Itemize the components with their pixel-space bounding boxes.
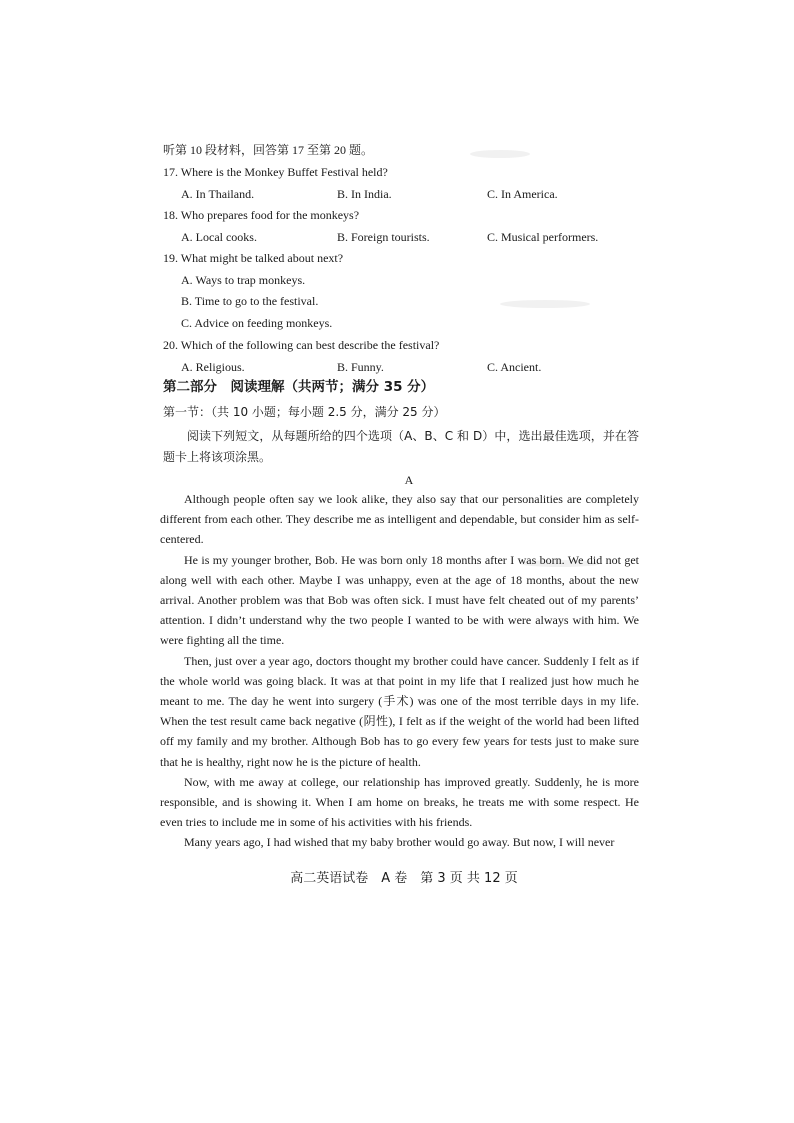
passage-paragraph: He is my younger brother, Bob. He was born only 18 months after I was born. We did not get along well with each other. Maybe I was unhappy, even at the age of 18 months, about the new arrival. Another problem was that Bob was often sick. I must have felt cheated out of my parents’ attention. I didn’t understand why the two people I wanted to be with were always with him. We were fighting all the time. <box>160 552 639 648</box>
scan-smudge <box>500 300 590 308</box>
question-20: 20. Which of the following can best describe the festival? <box>163 338 440 352</box>
scan-smudge <box>470 150 530 158</box>
q20-option-a: A. Religious. <box>181 360 245 374</box>
passage-paragraph: Although people often say we look alike, they also say that our personalities are completely different from each other. They describe me as intelligent and dependable, but consider him as self-centered. <box>160 492 639 547</box>
page-footer: 高二英语试卷 A 卷 第 3 页 共 12 页 <box>290 871 518 886</box>
q17-option-b: B. In India. <box>337 187 392 201</box>
passage-paragraph: Now, with me away at college, our relationship has improved greatly. Suddenly, he is more responsible, and is showing it. When I am home on breaks, he treats me with some respect. He even tries to include me in some of his activities with his friends. <box>160 774 639 830</box>
q19-option-b: B. Time to go to the festival. <box>181 294 319 308</box>
q17-option-c: C. In America. <box>487 187 558 201</box>
passage-paragraph: Then, just over a year ago, doctors thought my brother could have cancer. Suddenly I felt as if the whole world was going black. It was at that point in my life that I realized just how much he meant to me. The day he went into surgery (手术) was one of the most terrible days in my life. When the test result came back negative (阴性), I felt as if the weight of the world had been lifted off my family and my brother. Although Bob has to go every few years for tests just to make sure that he is healthy, right now he is the picture of health. <box>160 653 639 769</box>
reading-instructions: 阅读下列短文，从每题所给的四个选项（A、B、C 和 D）中，选出最佳选项，并在答题卡上将该项涂黑。 <box>163 429 639 464</box>
q20-option-b: B. Funny. <box>337 360 384 374</box>
question-19: 19. What might be talked about next? <box>163 251 344 265</box>
listening-intro: 听第 10 段材料，回答第 17 至第 20 题。 <box>163 143 374 157</box>
q19-option-c: C. Advice on feeding monkeys. <box>181 316 333 330</box>
q18-option-c: C. Musical performers. <box>487 230 599 244</box>
q18-option-b: B. Foreign tourists. <box>337 230 430 244</box>
passage-paragraph: Many years ago, I had wished that my baby brother would go away. But now, I will never <box>184 835 615 850</box>
section-subtitle: 第一节：（共 10 小题；每小题 2.5 分，满分 25 分） <box>163 405 446 419</box>
question-18: 18. Who prepares food for the monkeys? <box>163 208 360 222</box>
question-17: 17. Where is the Monkey Buffet Festival held? <box>163 165 388 179</box>
q17-option-a: A. In Thailand. <box>181 187 255 201</box>
section-title: 第二部分 阅读理解（共两节；满分 35 分） <box>163 379 435 395</box>
q20-option-c: C. Ancient. <box>487 360 542 374</box>
passage-a <box>160 489 639 853</box>
q18-option-a: A. Local cooks. <box>181 230 257 244</box>
passage-label: A <box>404 473 414 487</box>
q19-option-a: A. Ways to trap monkeys. <box>181 273 306 287</box>
